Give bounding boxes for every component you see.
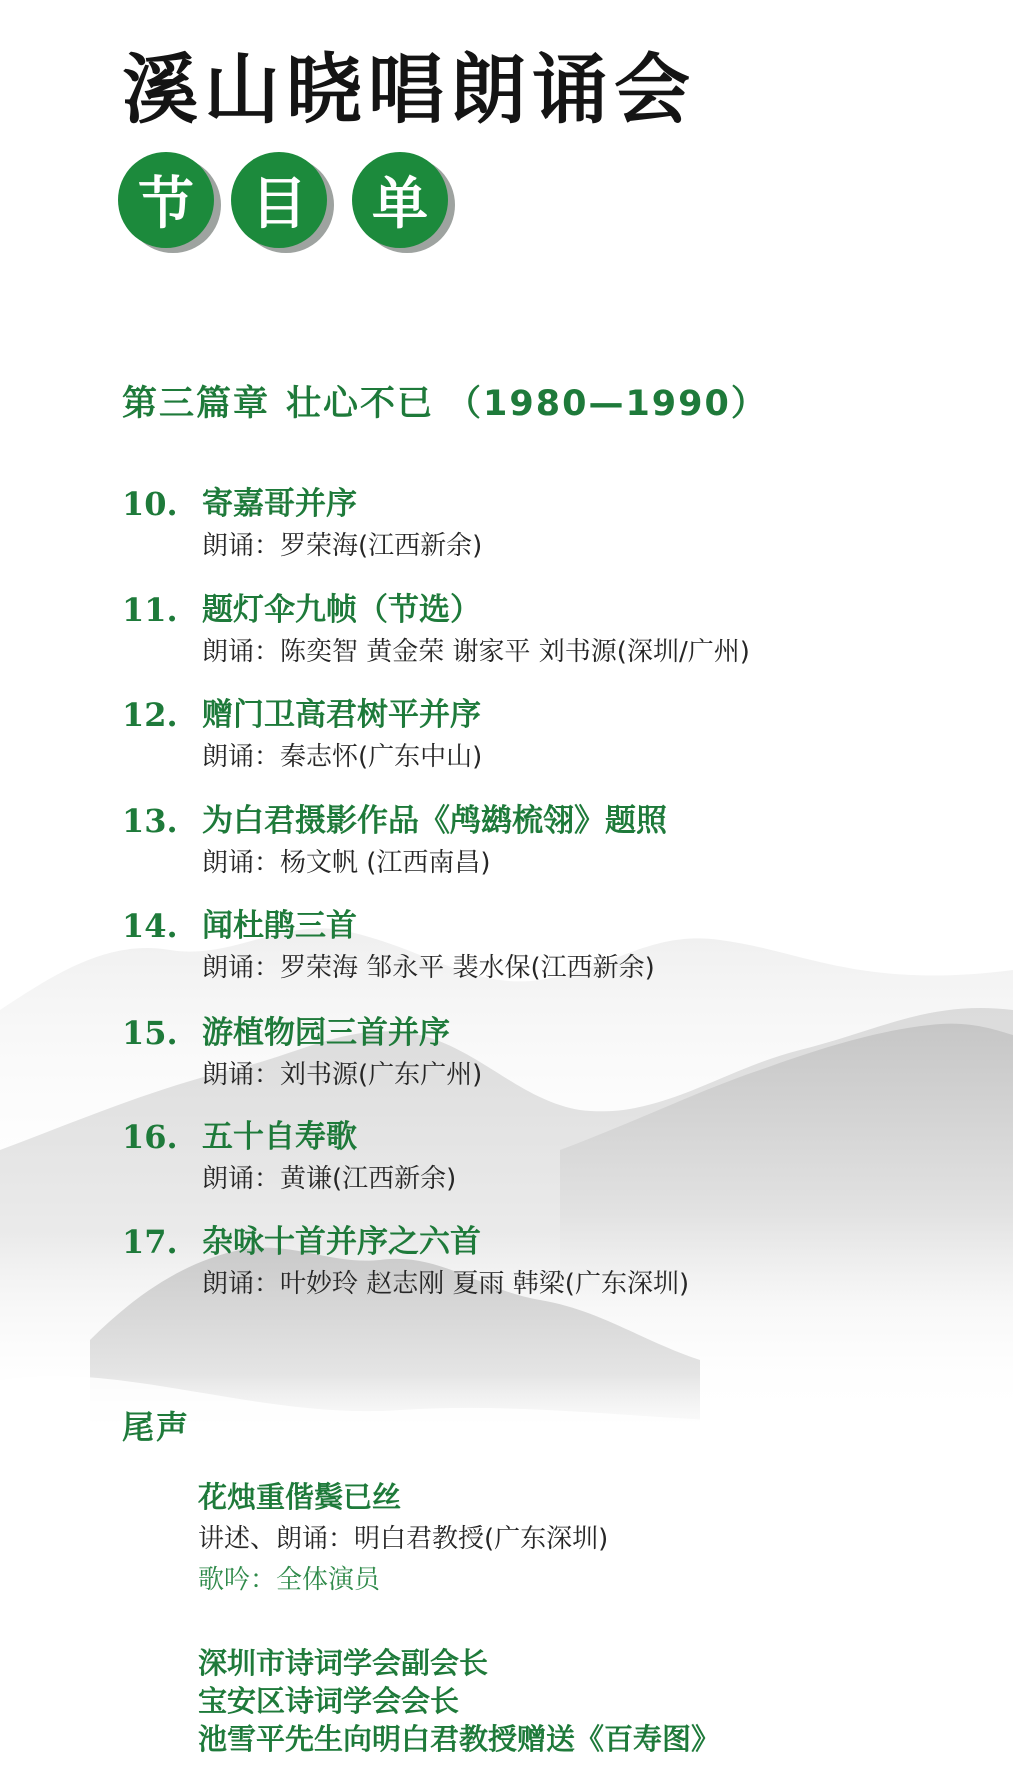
- item-number: 10.: [122, 485, 178, 523]
- item-reciters: 朗诵：黄谦(江西新余): [202, 1164, 457, 1194]
- coda-singing: 歌吟：全体演员: [198, 1565, 381, 1595]
- item-title: 闻杜鹃三首: [202, 908, 357, 944]
- item-title: 五十自寿歌: [202, 1119, 357, 1155]
- page-title: 溪山晓唱朗诵会: [122, 45, 696, 134]
- coda-heading: 尾声: [122, 1408, 191, 1446]
- item-title: 游植物园三首并序: [202, 1015, 450, 1051]
- item-title: 寄嘉哥并序: [202, 486, 357, 522]
- section-name: 壮心不已: [286, 384, 435, 424]
- item-title: 题灯伞九帧（节选）: [202, 592, 481, 628]
- item-reciters: 朗诵：刘书源(广东广州): [202, 1060, 483, 1090]
- item-title: 赠门卫高君树平并序: [202, 697, 481, 733]
- item-number: 13.: [122, 802, 178, 840]
- item-number: 12.: [122, 696, 178, 734]
- item-reciters: 朗诵：杨文帆 (江西南昌): [202, 848, 491, 878]
- badge-dan: 单: [352, 152, 448, 248]
- presentation-line: 池雪平先生向明白君教授赠送《百寿图》: [198, 1722, 721, 1756]
- item-number: 16.: [122, 1118, 178, 1156]
- badge-mu: 目: [231, 152, 327, 248]
- item-reciters: 朗诵：罗荣海 邹永平 裴水保(江西新余): [202, 953, 655, 983]
- presentation-line: 宝安区诗词学会会长: [198, 1684, 460, 1718]
- item-reciters: 朗诵：秦志怀(广东中山): [202, 742, 483, 772]
- presentation-note: [198, 1644, 720, 1758]
- item-number: 15.: [122, 1014, 178, 1052]
- item-title: 为白君摄影作品《鸬鹚梳翎》题照: [202, 803, 667, 839]
- item-number: 11.: [122, 591, 178, 629]
- item-reciters: 朗诵：叶妙玲 赵志刚 夏雨 韩梁(广东深圳): [202, 1269, 690, 1299]
- section-years: （1980—1990）: [446, 384, 768, 424]
- item-reciters: 朗诵：罗荣海(江西新余): [202, 531, 483, 561]
- item-title: 杂咏十首并序之六首: [202, 1224, 481, 1260]
- badge-jie: 节: [118, 152, 214, 248]
- coda-narration: 讲述、朗诵：明白君教授(广东深圳): [198, 1524, 609, 1554]
- item-number: 14.: [122, 907, 178, 945]
- presentation-line: 深圳市诗词学会副会长: [198, 1646, 489, 1680]
- item-number: 17.: [122, 1223, 178, 1261]
- section-label: 第三篇章: [122, 384, 271, 424]
- coda-title: 花烛重偕鬓已丝: [198, 1480, 402, 1514]
- item-reciters: 朗诵：陈奕智 黄金荣 谢家平 刘书源(深圳/广州): [202, 637, 750, 667]
- section-heading: [122, 376, 768, 426]
